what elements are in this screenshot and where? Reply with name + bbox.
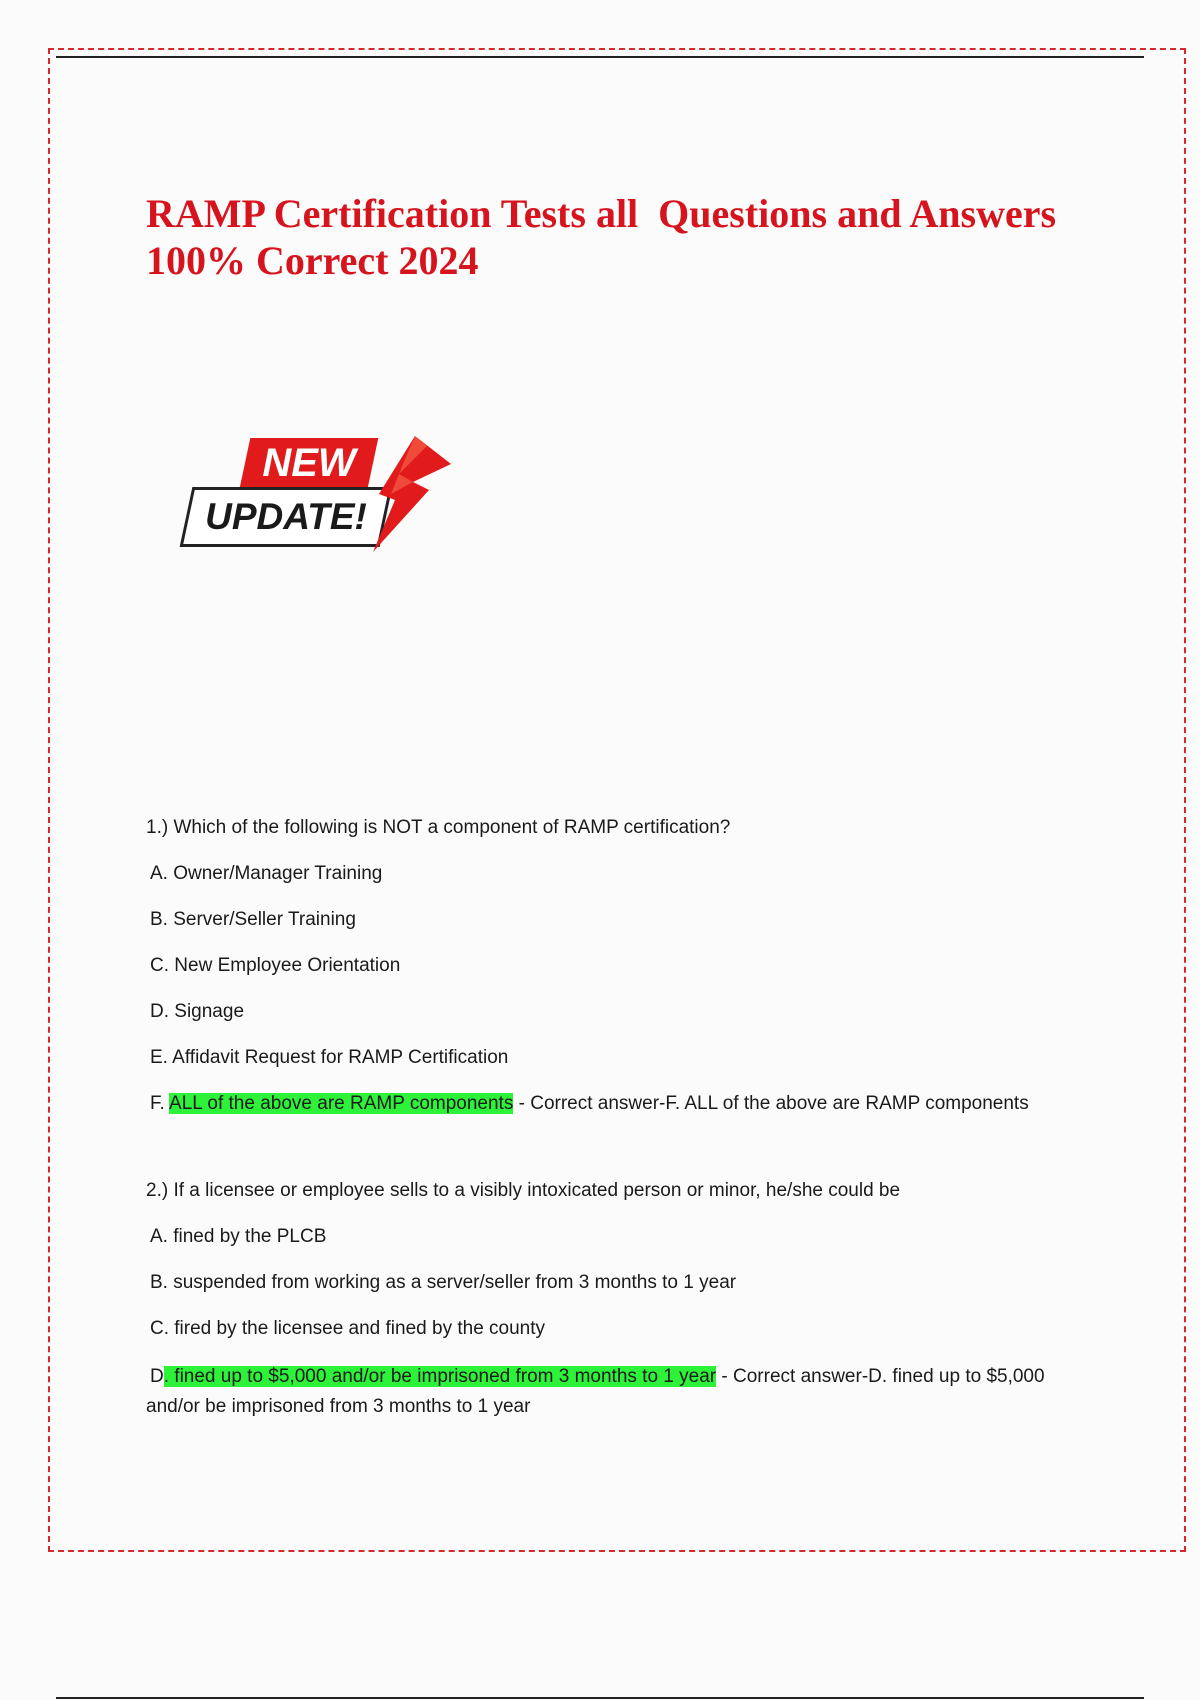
answer-explanation: - Correct answer-D. fined up to $5,000 and/or be imprisoned from 3 months to 1 year bbox=[146, 1366, 1045, 1417]
highlighted-answer: . fined up to $5,000 and/or be imprisoned from 3 months to 1 year bbox=[163, 1366, 717, 1387]
answer-explanation: - Correct answer-F. ALL of the above are RAMP components bbox=[513, 1093, 1029, 1114]
badge-update-text: UPDATE! bbox=[205, 496, 367, 537]
title-line-2: 100% Correct 2024 bbox=[146, 238, 479, 283]
correct-answer-line bbox=[146, 1091, 1096, 1137]
question-text: 2.) If a licensee or employee sells to a visibly intoxicated person or minor, he/she could be bbox=[146, 1180, 901, 1201]
correct-answer-line bbox=[146, 1362, 1096, 1417]
answer-option: D. Signage bbox=[150, 1001, 245, 1022]
question-text: 1.) Which of the following is NOT a component of RAMP certification? bbox=[146, 817, 731, 838]
question-block-2 bbox=[146, 1178, 1096, 1417]
top-divider bbox=[56, 56, 1144, 58]
question-block-1 bbox=[146, 815, 1096, 1137]
answer-prefix: F. bbox=[150, 1093, 170, 1114]
answer-option: C. New Employee Orientation bbox=[150, 955, 401, 976]
answer-option: B. Server/Seller Training bbox=[150, 909, 356, 930]
answer-option: A. Owner/Manager Training bbox=[150, 863, 383, 884]
answer-option: B. suspended from working as a server/seller from 3 months to 1 year bbox=[150, 1272, 737, 1293]
answer-prefix: D bbox=[150, 1366, 164, 1387]
bottom-divider bbox=[56, 1697, 1144, 1699]
highlighted-answer: ALL of the above are RAMP components bbox=[169, 1093, 514, 1114]
answer-option: E. Affidavit Request for RAMP Certification bbox=[150, 1047, 509, 1068]
badge-new-text: NEW bbox=[262, 441, 356, 485]
document-title bbox=[146, 190, 1106, 284]
new-update-badge bbox=[178, 432, 448, 557]
lightning-bolt-icon bbox=[343, 434, 453, 554]
answer-option: C. fired by the licensee and fined by the county bbox=[150, 1318, 546, 1339]
title-line-1: RAMP Certification Tests all Questions and Answers bbox=[146, 191, 1057, 236]
answer-option: A. fined by the PLCB bbox=[150, 1226, 327, 1247]
